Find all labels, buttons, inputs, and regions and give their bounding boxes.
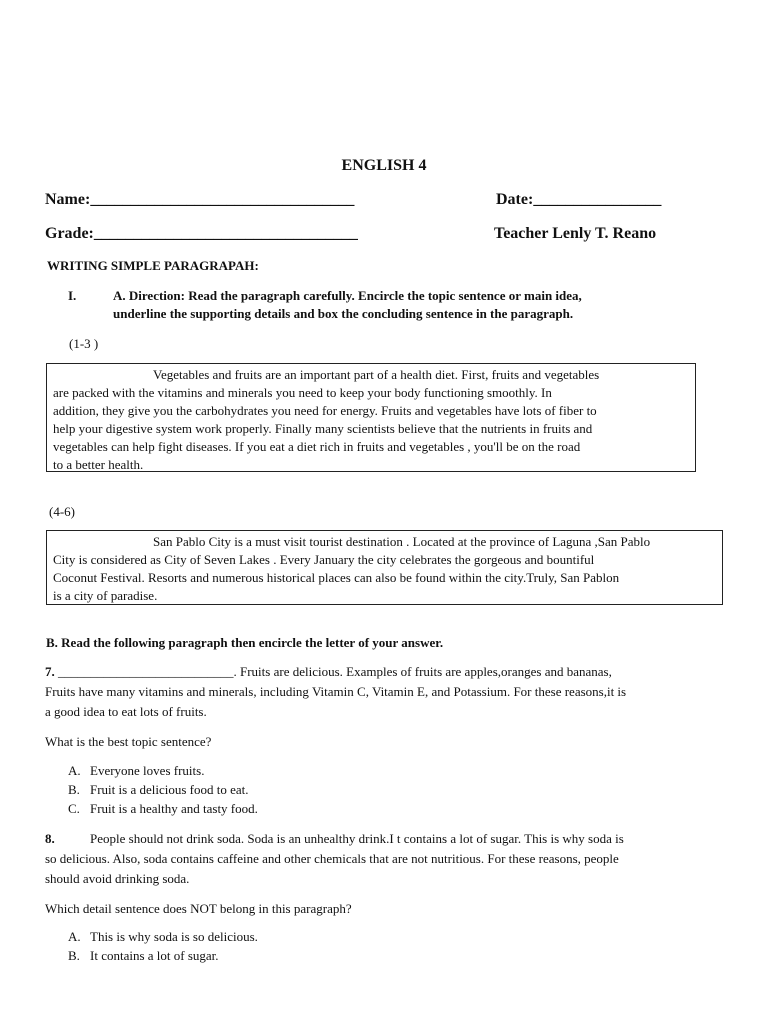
option-letter: A.: [68, 763, 81, 778]
passage-1-range: (1-3 ): [69, 336, 99, 351]
section-title: WRITING SIMPLE PARAGRAPAH:: [47, 258, 259, 273]
option-a[interactable]: [68, 927, 258, 946]
option-b[interactable]: [68, 946, 258, 965]
option-letter: C.: [68, 801, 80, 816]
option-b[interactable]: [68, 780, 258, 799]
direction-line-1: A. Direction: Read the paragraph carefully. Encircle the topic sentence or main idea,: [113, 288, 582, 303]
option-letter: A.: [68, 929, 81, 944]
question-7-paragraph: [45, 662, 735, 722]
passage-1-box: [46, 363, 696, 472]
question-8-number: 8.: [45, 831, 55, 846]
passage-1-line: help your digestive system work properly. Finally many scientists believe that the nutrients in fruits and: [53, 421, 593, 436]
question-8-prompt: Which detail sentence does NOT belong in this paragraph?: [45, 901, 352, 916]
option-text: Fruit is a healthy and tasty food.: [90, 801, 258, 816]
passage-1-line: addition, they give you the carbohydrates you need for energy. Fruits and vegetables have lots of fiber to: [53, 403, 597, 418]
directions: [113, 287, 753, 323]
grade-field: Grade:_________________________________: [45, 225, 358, 242]
part-b-heading: B. Read the following paragraph then encircle the letter of your answer.: [46, 635, 444, 650]
question-7-line: ___________________________. Fruits are delicious. Examples of fruits are apples,oranges and bananas,: [54, 664, 612, 679]
passage-1-line: Vegetables and fruits are an important part of a health diet. First, fruits and vegetables: [153, 367, 600, 382]
question-7-options: [68, 761, 258, 818]
question-7-prompt: What is the best topic sentence?: [45, 734, 212, 749]
option-text: Fruit is a delicious food to eat.: [90, 782, 249, 797]
passage-2-line: San Pablo City is a must visit tourist destination . Located at the province of Laguna ,San Pablo: [153, 534, 651, 549]
date-field: Date:________________: [496, 191, 662, 208]
question-7-line: Fruits have many vitamins and minerals, including Vitamin C, Vitamin E, and Potassium. For these reasons,it is: [45, 684, 627, 699]
option-text: Everyone loves fruits.: [90, 763, 205, 778]
option-letter: B.: [68, 948, 80, 963]
passage-1-line: are packed with the vitamins and minerals you need to keep your body functioning smoothly. In: [53, 385, 552, 400]
option-letter: B.: [68, 782, 80, 797]
passage-2-line: is a city of paradise.: [53, 588, 158, 603]
passage-2-line: Coconut Festival. Resorts and numerous historical places can also be found within the city.Truly, San Pablon: [53, 570, 620, 585]
passage-2-range: (4-6): [49, 504, 75, 519]
option-c[interactable]: [68, 799, 258, 818]
passage-2-box: [46, 530, 723, 605]
passage-1-line: vegetables can help fight diseases. If you eat a diet rich in fruits and vegetables , you'll be on the road: [53, 439, 581, 454]
option-a[interactable]: [68, 761, 258, 780]
option-text: It contains a lot of sugar.: [90, 948, 219, 963]
option-text: This is why soda is so delicious.: [90, 929, 258, 944]
question-8-line: so delicious. Also, soda contains caffeine and other chemicals that are not nutritious. For these reasons, people: [45, 851, 619, 866]
question-8-line: People should not drink soda. Soda is an unhealthy drink.I t contains a lot of sugar. This is why soda is: [90, 831, 624, 846]
question-8-line: should avoid drinking soda.: [45, 871, 190, 886]
question-8-options: [68, 927, 258, 965]
question-7-number: 7.: [45, 664, 55, 679]
passage-1-line: to a better health.: [53, 457, 144, 472]
teacher-name: Teacher Lenly T. Reano: [494, 225, 657, 242]
name-field: Name:_________________________________: [45, 191, 355, 208]
question-8-paragraph: [45, 829, 735, 889]
question-7-line: a good idea to eat lots of fruits.: [45, 704, 207, 719]
passage-2-line: City is considered as City of Seven Lakes . Every January the city celebrates the gorgeous and bountiful: [53, 552, 595, 567]
direction-line-2: underline the supporting details and box the concluding sentence in the paragraph.: [113, 306, 574, 321]
part-number: I.: [68, 288, 77, 303]
worksheet-title: ENGLISH 4: [341, 157, 427, 174]
